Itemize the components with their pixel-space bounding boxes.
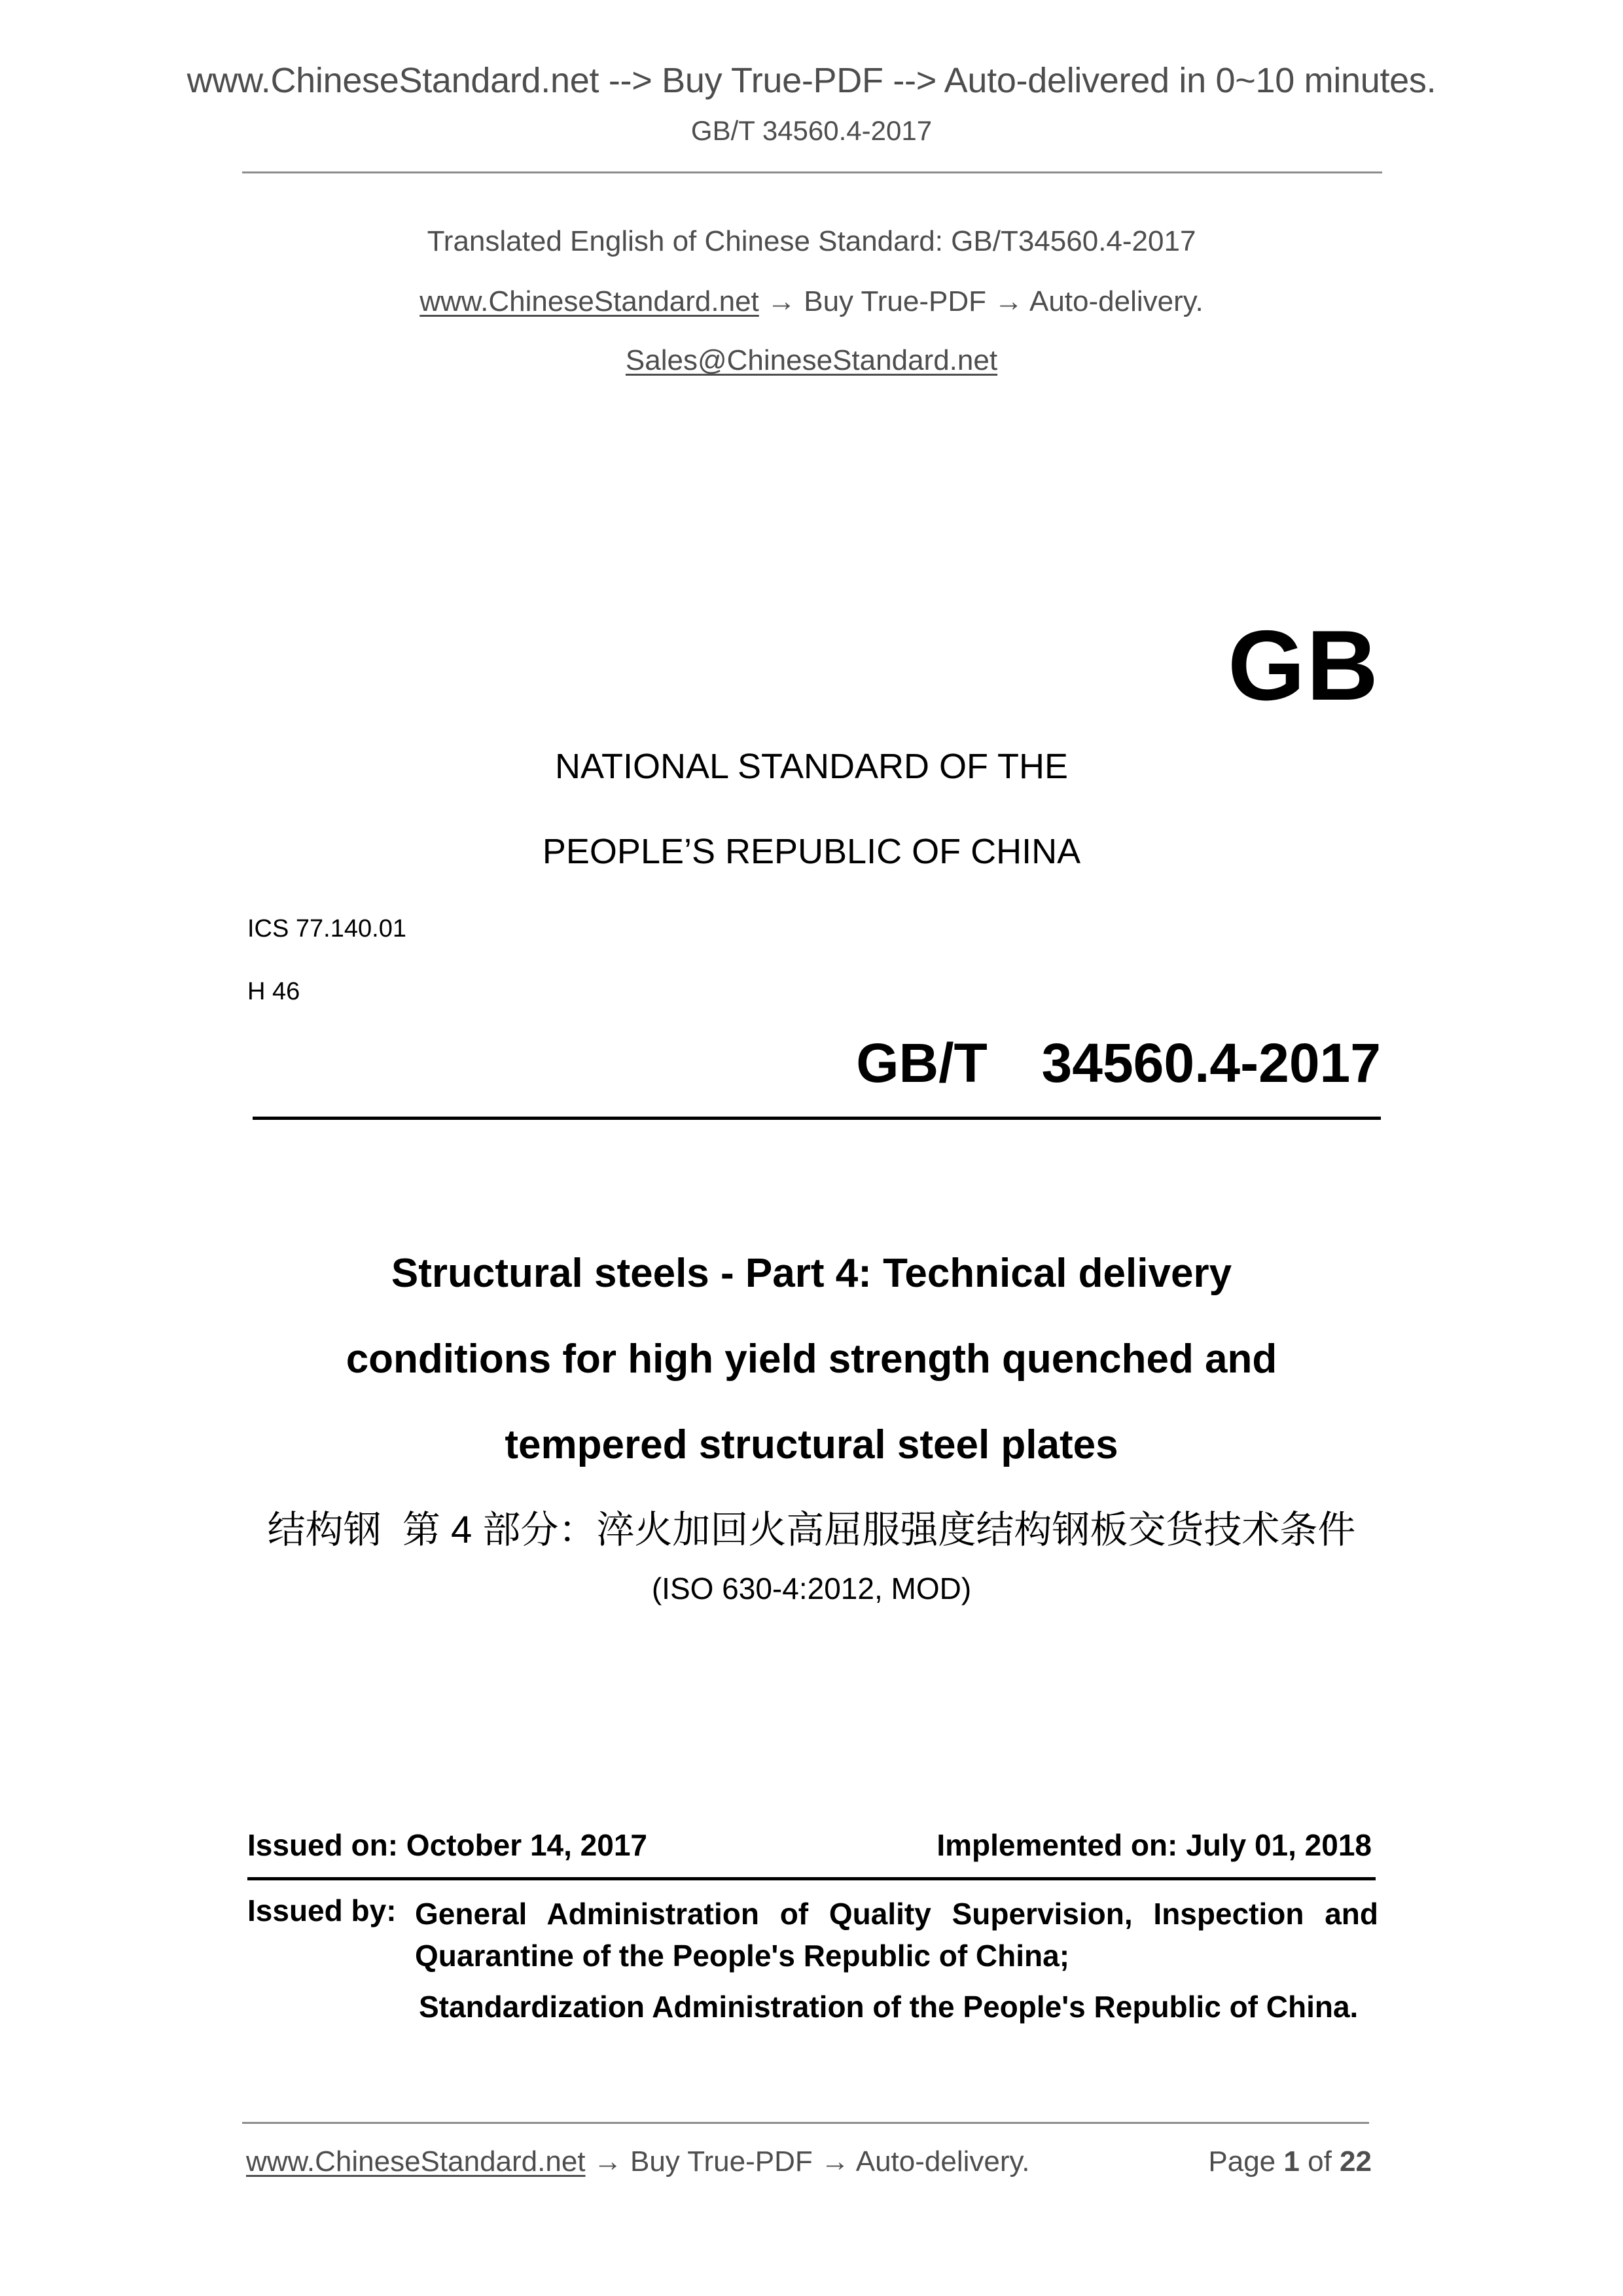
- purchase-line: [0, 285, 1623, 318]
- page-of: of: [1308, 2145, 1332, 2178]
- header-standard-code: GB/T 34560.4-2017: [690, 115, 933, 146]
- chinese-title: 结构钢 第 4 部分：淬火加回火高屈服强度结构钢板交货技术条件: [267, 1509, 1356, 1551]
- ccs-code: H 46: [247, 978, 300, 1005]
- email-link[interactable]: Sales@ChineseStandard.net: [625, 344, 998, 376]
- header-divider: [242, 171, 1382, 173]
- footer-site-link[interactable]: www.ChineseStandard.net: [246, 2145, 586, 2178]
- issuer-1: General Administration of Quality Supervision, Inspection and Quarantine of the People's Republic of China;: [415, 1897, 1378, 1973]
- page-current: 1: [1283, 2145, 1300, 2178]
- title-line-1: Structural steels - Part 4: Technical delivery: [391, 1251, 1232, 1296]
- page-indicator: [1208, 2145, 1372, 2178]
- ics-code: ICS 77.140.01: [247, 915, 406, 942]
- title-line-3: tempered structural steel plates: [505, 1422, 1118, 1467]
- issued-by-label: Issued by:: [247, 1893, 397, 1928]
- issuer-2: Standardization Administration of the People's Republic of China.: [419, 1990, 1359, 2024]
- dates-divider: [247, 1877, 1376, 1880]
- gb-mark: GB: [1228, 610, 1380, 721]
- top-banner: www.ChineseStandard.net --> Buy True-PDF --> Auto-delivered in 0~10 minutes.: [187, 61, 1436, 100]
- national-standard-line2: PEOPLE’S REPUBLIC OF CHINA: [542, 832, 1081, 871]
- footer-divider: [242, 2122, 1369, 2124]
- national-standard-line1: NATIONAL STANDARD OF THE: [554, 747, 1069, 786]
- code-divider: [253, 1117, 1381, 1120]
- footer-purchase-line: [246, 2145, 1029, 2178]
- site-link[interactable]: www.ChineseStandard.net: [419, 285, 759, 317]
- email-line: [0, 344, 1623, 377]
- document-title: [0, 1230, 1623, 1488]
- standard-code: GB/T 34560.4-2017: [856, 1032, 1381, 1094]
- purchase-text: → Buy True-PDF → Auto-delivery.: [758, 285, 1204, 317]
- implemented-on-date: Implemented on: July 01, 2018: [936, 1828, 1372, 1862]
- issued-on-date: Issued on: October 14, 2017: [247, 1828, 648, 1862]
- page-label: Page: [1208, 2145, 1276, 2178]
- page-total: 22: [1340, 2145, 1372, 2178]
- title-line-2: conditions for high yield strength quenched and: [346, 1336, 1277, 1382]
- translation-note: Translated English of Chinese Standard: GB/T34560.4-2017: [427, 225, 1196, 257]
- footer-purchase-text: → Buy True-PDF → Auto-delivery.: [585, 2145, 1030, 2178]
- iso-reference: (ISO 630-4:2012, MOD): [651, 1571, 972, 1605]
